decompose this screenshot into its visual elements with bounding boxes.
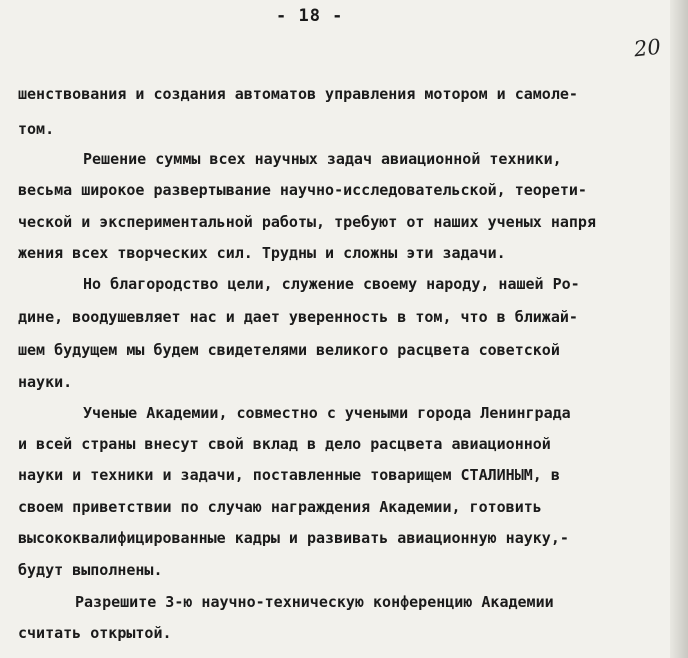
text-line: ческой и экспериментальной работы, требуют от наших ученых напря <box>18 213 596 231</box>
text-line: науки. <box>18 373 73 391</box>
text-line: высококвалифицированные кадры и развивать авиационную науку,- <box>18 529 569 547</box>
text-line: дине, воодушевляет нас и дает уверенность в том, что в ближай- <box>18 308 578 326</box>
text-line: Решение суммы всех научных задач авиационной техники, <box>83 150 562 168</box>
text-line: своем приветствии по случаю награждения Академии, готовить <box>18 498 542 516</box>
page-number: - 18 - <box>276 6 344 26</box>
text-line: шенствования и создания автоматов управления мотором и самоле- <box>18 85 578 103</box>
text-line: Ученые Академии, совместно с учеными города Ленинграда <box>83 404 571 422</box>
text-line: весьма широкое развертывание научно-исследовательской, теорети- <box>18 181 587 199</box>
handwritten-page-number: 20 <box>632 34 662 62</box>
text-line: жения всех творческих сил. Трудны и сложны эти задачи. <box>18 244 506 262</box>
text-line: науки и техники и задачи, поставленные товарищем СТАЛИНЫМ, в <box>18 466 560 484</box>
text-line: том. <box>18 120 55 138</box>
text-line: Разрешите 3-ю научно-техническую конференцию Академии <box>75 593 554 611</box>
text-line: и всей страны внесут свой вклад в дело расцвета авиационной <box>18 435 551 453</box>
text-line: Но благородство цели, служение своему народу, нашей Ро- <box>83 275 580 293</box>
text-line: считать открытой. <box>18 624 172 642</box>
text-line: будут выполнены. <box>18 561 163 579</box>
text-line: шем будущем мы будем свидетелями великого расцвета советской <box>18 341 560 359</box>
